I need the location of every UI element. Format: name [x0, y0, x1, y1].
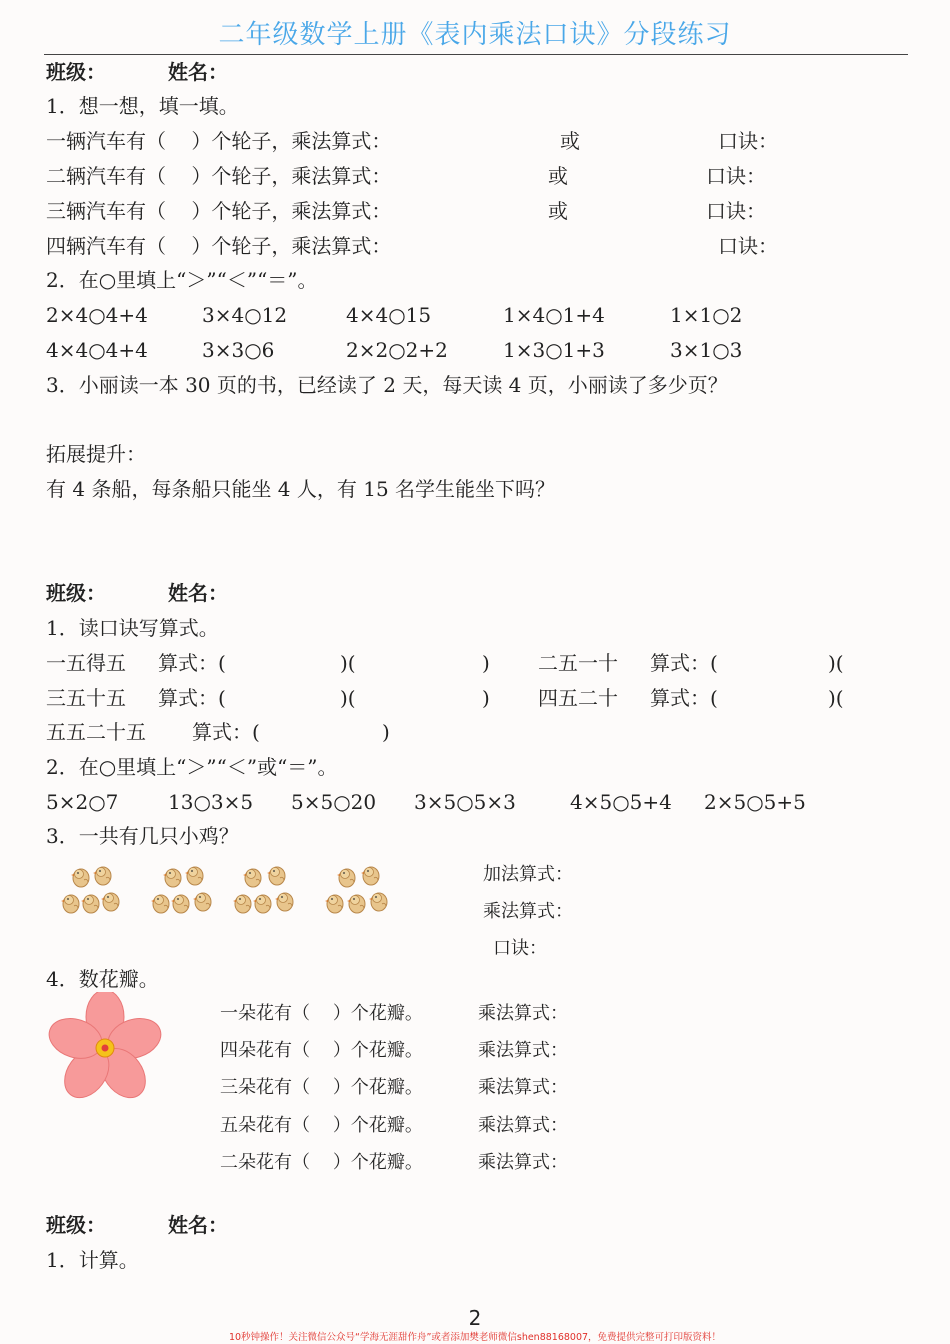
petal-row-text: 五朵花有（ ）个花瓣。 — [220, 1115, 423, 1136]
compare-item: 1×4○1+4 — [503, 303, 605, 327]
question-title: 1．计算。 — [46, 1248, 139, 1272]
petal-row-formula: 乘法算式： — [478, 1152, 568, 1173]
car-row-koujue: 口诀： — [706, 199, 766, 223]
class-label: 班级： — [46, 581, 106, 605]
chick-label: 加法算式： — [483, 864, 573, 885]
formula-label: 算式：( — [158, 686, 226, 710]
class-label: 班级： — [46, 1213, 106, 1237]
petal-row-formula: 乘法算式： — [478, 1115, 568, 1136]
compare-item: 2×5○5+5 — [704, 790, 806, 814]
compare-item: 4×4○4+4 — [46, 338, 148, 362]
petal-row-text: 二朵花有（ ）个花瓣。 — [220, 1152, 423, 1173]
question-title: 4．数花瓣。 — [46, 967, 159, 991]
compare-item: 2×4○4+4 — [46, 303, 148, 327]
class-label: 班级： — [46, 60, 106, 84]
question-title: 2．在○里填上“＞”“＜”“＝”。 — [46, 268, 318, 292]
flower-image — [42, 992, 168, 1122]
page-title: 二年级数学上册《表内乘法口诀》分段练习 — [218, 20, 732, 50]
formula-label: 算式：( — [158, 651, 226, 675]
question-text: 3．小丽读一本 30 页的书，已经读了 2 天，每天读 4 页，小丽读了多少页？ — [46, 373, 728, 397]
petal-row-formula: 乘法算式： — [478, 1077, 568, 1098]
koujue-text: 四五二十 — [538, 686, 618, 710]
question-title: 2．在○里填上“＞”“＜”或“＝”。 — [46, 755, 338, 779]
question-title: 1．读口诀写算式。 — [46, 616, 219, 640]
koujue-text: 五五二十五 — [46, 720, 146, 744]
car-row-text: 三辆汽车有（ ）个轮子，乘法算式： — [46, 199, 392, 223]
petal-row-text: 一朵花有（ ）个花瓣。 — [220, 1003, 423, 1024]
koujue-text: 一五得五 — [46, 651, 126, 675]
compare-item: 13○3×5 — [168, 790, 254, 814]
compare-item: 3×1○3 — [670, 338, 743, 362]
petal-row-text: 三朵花有（ ）个花瓣。 — [220, 1077, 423, 1098]
koujue-text: 三五十五 — [46, 686, 126, 710]
chick-group — [151, 867, 211, 913]
formula-label: 算式：( — [650, 651, 718, 675]
compare-item: 5×5○20 — [291, 790, 377, 814]
name-label: 姓名： — [168, 60, 228, 84]
petal-row-formula: 乘法算式： — [478, 1040, 568, 1061]
compare-item: 3×3○6 — [202, 338, 275, 362]
compare-item: 1×1○2 — [670, 303, 743, 327]
car-row-koujue: 口诀： — [706, 164, 766, 188]
koujue-text: 二五一十 — [538, 651, 618, 675]
petal-row-formula: 乘法算式： — [478, 1003, 568, 1024]
paren-blank: ) — [382, 720, 390, 744]
compare-item: 4×5○5+4 — [570, 790, 672, 814]
compare-item: 1×3○1+3 — [503, 338, 605, 362]
footer-note: 10秒钟操作！关注微信公众号“学海无涯甜作舟”或者添加樊老师微信shen88168007，免费提供完整可打印版资料！ — [228, 1332, 722, 1343]
chick-label: 乘法算式： — [483, 901, 573, 922]
chick-groups-image — [55, 858, 415, 928]
paren-blank: ) — [482, 686, 490, 710]
extend-question: 有 4 条船，每条船只能坐 4 人，有 15 名学生能坐下吗？ — [46, 477, 556, 501]
compare-item: 4×4○15 — [346, 303, 432, 327]
paren-blank: )( — [828, 686, 844, 710]
compare-item: 3×4○12 — [202, 303, 288, 327]
paren-blank: )( — [340, 686, 356, 710]
compare-item: 3×5○5×3 — [414, 790, 516, 814]
compare-item: 5×2○7 — [46, 790, 119, 814]
name-label: 姓名： — [168, 1213, 228, 1237]
page-number: 2 — [468, 1306, 482, 1330]
extend-title: 拓展提升： — [46, 442, 146, 466]
title-divider — [44, 54, 908, 55]
question-title: 3．一共有几只小鸡？ — [46, 824, 239, 848]
petal-row-text: 四朵花有（ ）个花瓣。 — [220, 1040, 423, 1061]
chick-label: 口诀： — [493, 938, 547, 959]
paren-blank: )( — [828, 651, 844, 675]
name-label: 姓名： — [168, 581, 228, 605]
paren-blank: )( — [340, 651, 356, 675]
car-row-text: 四辆汽车有（ ）个轮子，乘法算式： — [46, 234, 392, 258]
car-row-text: 二辆汽车有（ ）个轮子，乘法算式： — [46, 164, 392, 188]
car-row-or: 或 — [560, 129, 580, 153]
compare-item: 2×2○2+2 — [346, 338, 448, 362]
formula-label: 算式：( — [192, 720, 260, 744]
car-row-text: 一辆汽车有（ ）个轮子，乘法算式： — [46, 129, 392, 153]
car-row-koujue: 口诀： — [718, 129, 778, 153]
question-title: 1．想一想，填一填。 — [46, 94, 239, 118]
car-row-or: 或 — [548, 164, 568, 188]
chick-group — [233, 867, 293, 913]
chick-group — [61, 867, 119, 913]
formula-label: 算式：( — [650, 686, 718, 710]
chick-group — [325, 867, 387, 913]
car-row-koujue: 口诀： — [718, 234, 778, 258]
paren-blank: ) — [482, 651, 490, 675]
car-row-or: 或 — [548, 199, 568, 223]
